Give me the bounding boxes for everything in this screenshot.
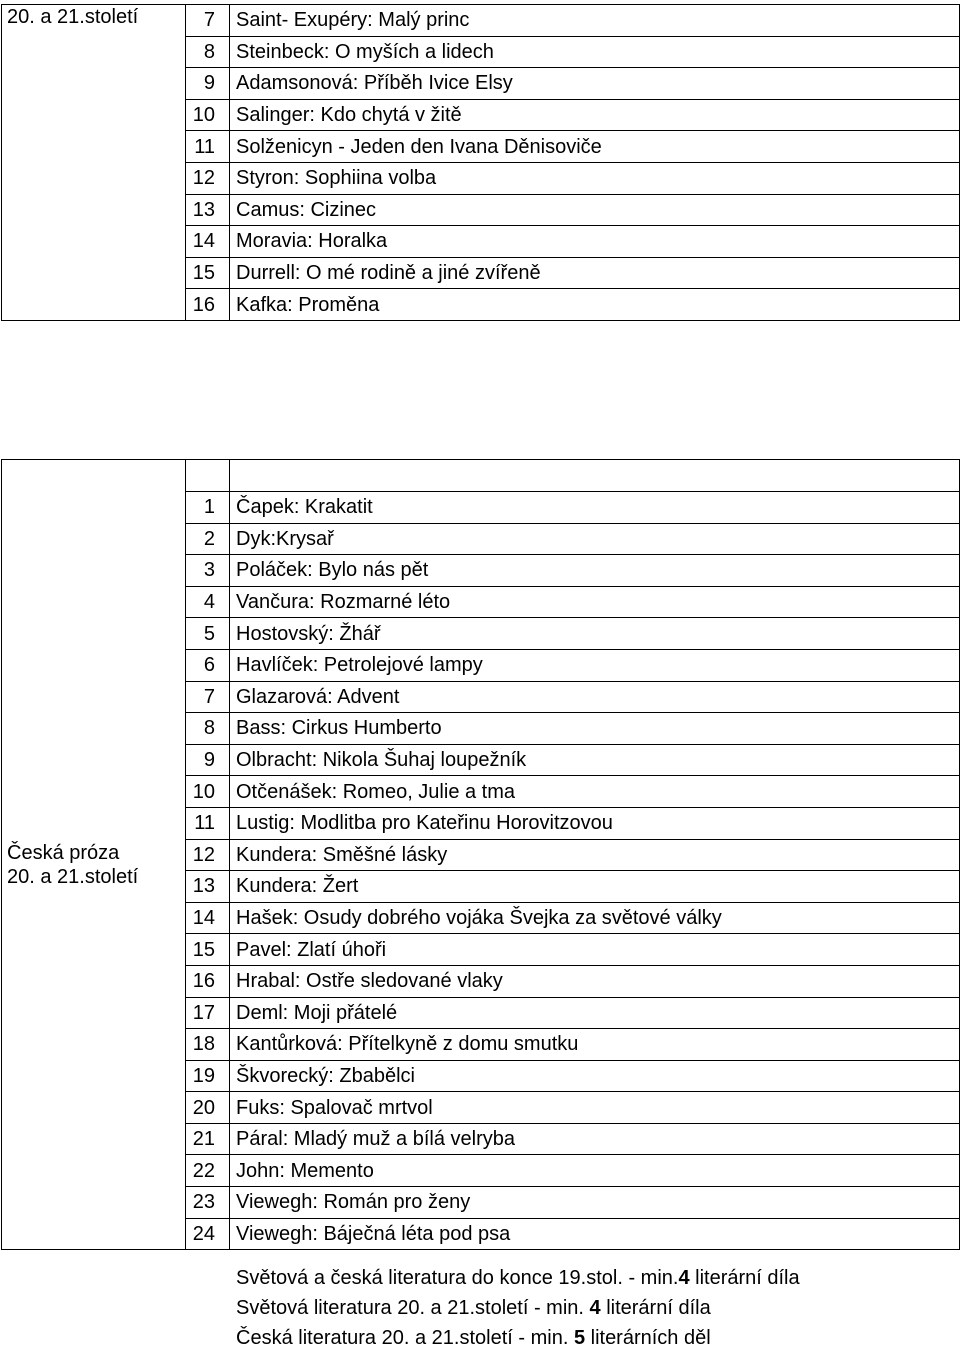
item-number: 19 [186,1060,230,1092]
item-number: 5 [186,618,230,650]
item-number: 13 [186,194,230,226]
table-row-empty [2,460,960,492]
item-number: 18 [186,1029,230,1061]
summary-line: Světová a česká literatura do konce 19.stol. - min.4 literární díla [236,1267,800,1289]
category-label: Česká próza [7,841,120,864]
item-number: 14 [186,226,230,258]
item-number: 13 [186,871,230,903]
requirements-summary [236,1263,800,1353]
item-number: 6 [186,649,230,681]
book-title: Havlíček: Petrolejové lampy [230,649,960,681]
book-title: Camus: Cizinec [230,194,960,226]
book-title: Adamsonová: Příběh Ivice Elsy [230,68,960,100]
item-number: 20 [186,1092,230,1124]
item-number: 9 [186,744,230,776]
world-literature-table [1,4,960,321]
item-number: 10 [186,776,230,808]
book-title: Kundera: Směšné lásky [230,839,960,871]
item-number: 11 [186,807,230,839]
summary-line: Světová literatura 20. a 21.století - min. 4 literární díla [236,1297,711,1319]
empty-cell [230,460,960,492]
summary-line: Česká literatura 20. a 21.století - min. 5 literárních děl [236,1327,711,1349]
item-number: 8 [186,713,230,745]
item-number: 15 [186,257,230,289]
book-title: Hašek: Osudy dobrého vojáka Švejka za světové války [230,902,960,934]
category-label: 20. a 21.století [7,865,139,888]
table-row [2,5,960,37]
item-number: 4 [186,586,230,618]
book-title: Steinbeck: O myších a lidech [230,36,960,68]
book-title: Páral: Mladý muž a bílá velryba [230,1123,960,1155]
item-number: 12 [186,839,230,871]
empty-cell [186,460,230,492]
item-number: 16 [186,965,230,997]
book-title: Dyk:Krysař [230,523,960,555]
item-number: 7 [186,681,230,713]
book-title: Pavel: Zlatí úhoři [230,934,960,966]
category-cell [2,460,186,1250]
book-title: Solženicyn - Jeden den Ivana Děnisoviče [230,131,960,163]
book-title: Otčenášek: Romeo, Julie a tma [230,776,960,808]
book-title: Kafka: Proměna [230,289,960,321]
item-number: 16 [186,289,230,321]
category-label: 20. a 21.století [7,6,139,28]
item-number: 10 [186,99,230,131]
item-number: 24 [186,1218,230,1250]
czech-prose-table [1,459,960,1250]
book-title: Saint- Exupéry: Malý princ [230,5,960,37]
book-title: Poláček: Bylo nás pět [230,555,960,587]
item-number: 2 [186,523,230,555]
book-title: Styron: Sophiina volba [230,162,960,194]
item-number: 14 [186,902,230,934]
book-title: Hrabal: Ostře sledované vlaky [230,965,960,997]
book-title: Škvorecký: Zbabělci [230,1060,960,1092]
book-title: Vančura: Rozmarné léto [230,586,960,618]
book-title: Moravia: Horalka [230,226,960,258]
book-title: Deml: Moji přátelé [230,997,960,1029]
item-number: 17 [186,997,230,1029]
book-title: Salinger: Kdo chytá v žitě [230,99,960,131]
book-title: Čapek: Krakatit [230,492,960,524]
item-number: 22 [186,1155,230,1187]
book-title: Lustig: Modlitba pro Kateřinu Horovitzovou [230,807,960,839]
book-title: Viewegh: Báječná léta pod psa [230,1218,960,1250]
book-title: Bass: Cirkus Humberto [230,713,960,745]
book-title: Viewegh: Román pro ženy [230,1187,960,1219]
book-title: Kantůrková: Přítelkyně z domu smutku [230,1029,960,1061]
item-number: 23 [186,1187,230,1219]
book-title: Fuks: Spalovač mrtvol [230,1092,960,1124]
book-title: Durrell: O mé rodině a jiné zvířeně [230,257,960,289]
item-number: 21 [186,1123,230,1155]
book-title: Glazarová: Advent [230,681,960,713]
category-cell [2,5,186,321]
item-number: 3 [186,555,230,587]
item-number: 9 [186,68,230,100]
book-title: Olbracht: Nikola Šuhaj loupežník [230,744,960,776]
item-number: 1 [186,492,230,524]
book-title: Hostovský: Žhář [230,618,960,650]
book-title: John: Memento [230,1155,960,1187]
item-number: 7 [186,5,230,37]
item-number: 11 [186,131,230,163]
item-number: 15 [186,934,230,966]
item-number: 12 [186,162,230,194]
item-number: 8 [186,36,230,68]
book-title: Kundera: Žert [230,871,960,903]
